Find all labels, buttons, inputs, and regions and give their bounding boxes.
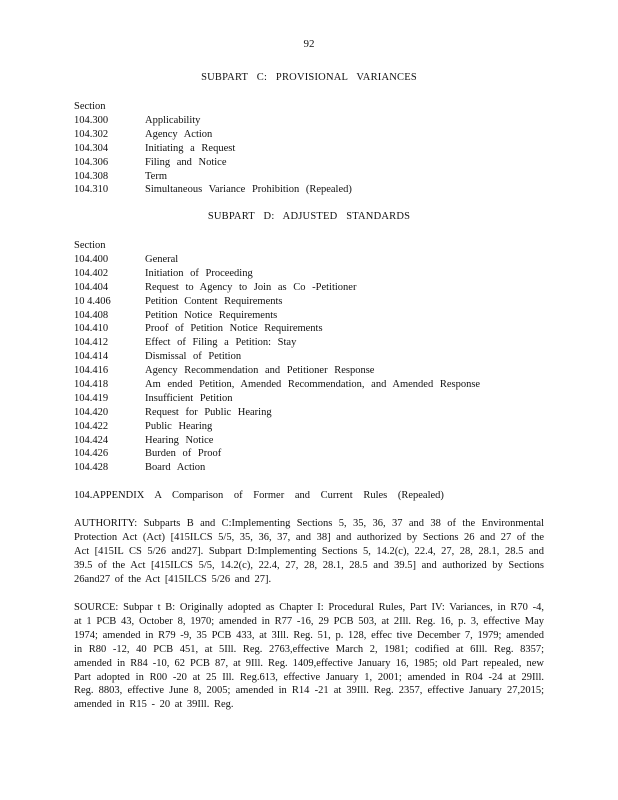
toc-row (74, 392, 480, 406)
section-number: 104.300 (74, 115, 109, 126)
section-title: Burden of Proof (145, 448, 222, 460)
toc-row (74, 267, 480, 281)
section-number: 104.424 (74, 434, 109, 446)
section-number: 104.422 (74, 420, 109, 432)
section-title: Dismissal of Petition (145, 351, 242, 363)
source-note: SOURCE: Subpar t B: Originally adopted as Chapter I: Procedural Rules, Part IV: Variances, in R70 -4, at 1 PCB 43, October 8, 1970; amended in R77 -16, 29 PCB 503, at 2Ill. Reg. 16, p. 3, effective May 1974; amended in R79 -9, 35 PCB 433, at 3Ill. Reg. 51, p. 128, effec tive December 7, 1979; amended in R80 -12, 40 PCB 451, at 5Ill. Reg. 2763,effective March 2, 1981; codified at 6Ill. Reg. 8357; amended in R84 -10, 62 PCB 87, at 9Ill. Reg. 1409,effective January 16, 1985; old Part repealed, new Part adopted in R00 -20 at 25 Ill. Reg.613, effective January 1, 2001; amended in R04 -24 at 29Ill. Reg. 8803, effective June 8, 2005; amended in R14 -21 at 39Ill. Reg. 2357, effective January 27,2015; amended in R15 - 20 at 39Ill. Reg. (74, 602, 544, 711)
section-number: 104.410 (74, 323, 109, 335)
toc-row (74, 183, 352, 197)
section-number: 104.412 (74, 337, 109, 349)
page-number: 92 (303, 38, 315, 50)
section-title: Applicability (145, 115, 201, 126)
section-number: 104.414 (74, 351, 109, 363)
toc-row (74, 322, 480, 336)
subpart-d-toc (74, 239, 480, 475)
toc-row (74, 364, 480, 378)
section-number: 104.304 (74, 142, 109, 154)
toc-row (74, 281, 480, 295)
section-title: Simultaneous Variance Prohibition (Repealed) (145, 184, 352, 196)
subpart-c-toc (74, 100, 352, 197)
toc-row (74, 350, 480, 364)
section-number: 104.308 (74, 170, 109, 182)
section-title: Request to Agency to Join as Co -Petitioner (145, 281, 357, 293)
appendix-entry: 104.APPENDIX A Comparison of Former and Current Rules (Repealed) (74, 490, 444, 501)
toc-row (74, 170, 352, 184)
section-title: Board Action (145, 462, 206, 474)
toc-row (74, 156, 352, 170)
section-title: Petition Content Requirements (145, 295, 283, 307)
toc-row (74, 434, 480, 448)
toc-row (74, 128, 352, 142)
section-title: Initiating a Request (145, 142, 236, 154)
toc-row (74, 114, 352, 128)
toc-row (74, 309, 480, 323)
section-number: 104.310 (74, 184, 109, 196)
authority-note: AUTHORITY: Subparts B and C:Implementing Sections 5, 35, 36, 37 and 38 of the Environmental Protection Act (Act) [415ILCS 5/5, 35, 36, 37, and 38] and authorized by Sections 26 and 27 of the Act [415IL CS 5/26 and27]. Subpart D:Implementing Sections 5, 14.2(c), 22.4, 27, 28, 28.1, 28.5 and 39.5 of the Act [415ILCS 5/5, 14.2(c), 22.4, 27, 28, 28.1, 28.5 and 39.5] and authorized by Sections 26and27 of the Act [415ILCS 5/26 and 27]. (74, 518, 544, 585)
toc-row (74, 142, 352, 156)
section-title: Request for Public Hearing (145, 406, 272, 418)
section-number: 104.428 (74, 462, 109, 474)
section-number: 104.306 (74, 156, 109, 168)
toc-row (74, 295, 480, 309)
toc-row (74, 406, 480, 420)
toc-row (74, 336, 480, 350)
toc-row (74, 253, 480, 267)
section-title: Proof of Petition Notice Requirements (145, 323, 323, 335)
section-title: Public Hearing (145, 420, 213, 432)
section-label: Section (74, 240, 106, 251)
section-number: 104.404 (74, 281, 109, 293)
toc-row (74, 447, 480, 461)
section-number: 104.418 (74, 379, 109, 391)
section-title: Filing and Notice (145, 156, 227, 168)
section-title: Effect of Filing a Petition: Stay (145, 337, 297, 349)
section-number: 104.420 (74, 406, 109, 418)
section-number: 104.408 (74, 309, 109, 321)
section-number: 104.426 (74, 448, 109, 460)
section-label: Section (74, 101, 106, 112)
section-title: Agency Recommendation and Petitioner Response (145, 365, 375, 377)
toc-row (74, 420, 480, 434)
section-number: 104.302 (74, 128, 109, 140)
section-title: Initiation of Proceeding (145, 267, 253, 279)
section-title: Term (145, 170, 168, 182)
section-title: Insufficient Petition (145, 392, 233, 404)
section-title: Agency Action (145, 128, 213, 140)
toc-row (74, 461, 480, 475)
section-number: 104.419 (74, 392, 109, 404)
toc-row (74, 378, 480, 392)
section-number: 104.416 (74, 365, 109, 377)
section-title: Petition Notice Requirements (145, 309, 278, 321)
section-title: Hearing Notice (145, 434, 214, 446)
section-number: 10 4.406 (74, 295, 111, 307)
section-title: Am ended Petition, Amended Recommendation, and Amended Response (145, 379, 481, 391)
subpart-c-heading: SUBPART C: PROVISIONAL VARIANCES (201, 72, 417, 83)
section-title: General (145, 254, 179, 265)
subpart-d-heading: SUBPART D: ADJUSTED STANDARDS (207, 211, 411, 222)
section-number: 104.402 (74, 267, 109, 279)
section-number: 104.400 (74, 254, 109, 265)
